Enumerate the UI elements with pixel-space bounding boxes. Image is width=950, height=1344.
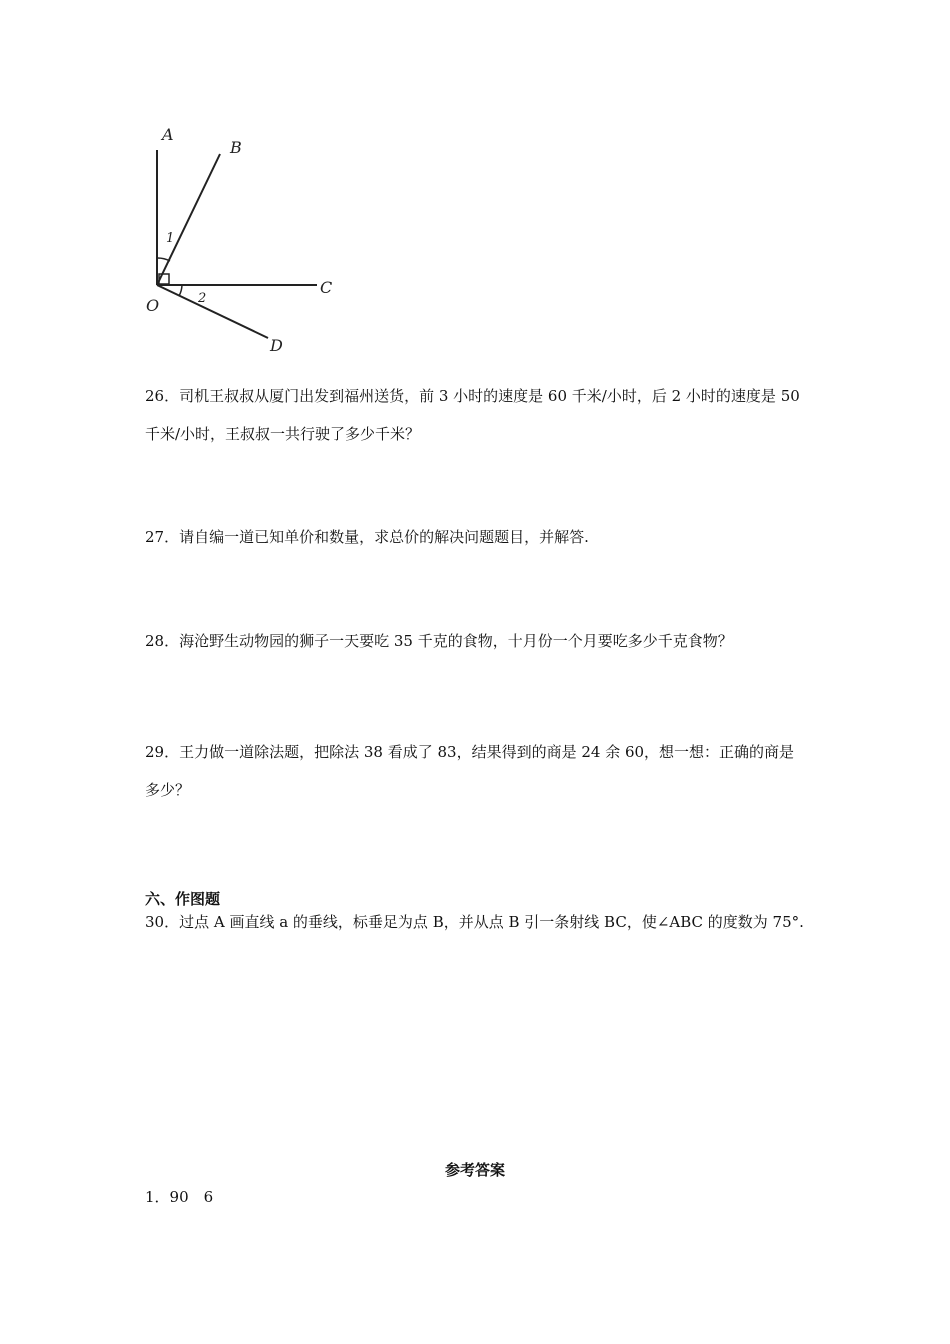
ray-od <box>157 285 268 338</box>
question-29-text: 29．王力做一道除法题，把除法 38 看成了 83，结果得到的商是 24 余 60，想一想：正确的商是多少？ <box>145 743 795 799</box>
label-b: B <box>230 138 242 157</box>
angle-figure <box>140 118 350 358</box>
label-angle-2: 2 <box>198 291 207 306</box>
label-a: A <box>162 125 174 144</box>
answer-1: 1．90 6 <box>145 1188 214 1206</box>
answers-title: 参考答案 <box>444 1161 505 1179</box>
question-26-text: 26．司机王叔叔从厦门出发到福州送货，前 3 小时的速度是 60 千米/小时，后 2 小时的速度是 50 千米/小时，王叔叔一共行驶了多少千米？ <box>145 387 800 443</box>
question-30-text: 30．过点 A 画直线 a 的垂线，标垂足为点 B，并从点 B 引一条射线 BC，使∠ABC 的度数为 75°. <box>145 913 804 931</box>
question-27 <box>145 518 805 556</box>
question-28 <box>145 622 805 660</box>
angle-2-arc <box>179 285 182 296</box>
question-27-text: 27．请自编一道已知单价和数量，求总价的解决问题题目，并解答. <box>145 528 589 546</box>
label-o: O <box>146 296 160 315</box>
question-26 <box>145 377 805 453</box>
question-28-text: 28．海沧野生动物园的狮子一天要吃 35 千克的食物，十月份一个月要吃多少千克食物？ <box>145 632 733 650</box>
label-angle-1: 1 <box>166 231 175 246</box>
ray-ob <box>157 154 220 285</box>
question-29 <box>145 733 805 809</box>
angle-1-arc <box>157 258 170 261</box>
question-30 <box>145 903 805 941</box>
section-heading: 六、作图题 <box>145 890 221 908</box>
label-d: D <box>270 336 283 355</box>
label-c: C <box>320 278 333 297</box>
